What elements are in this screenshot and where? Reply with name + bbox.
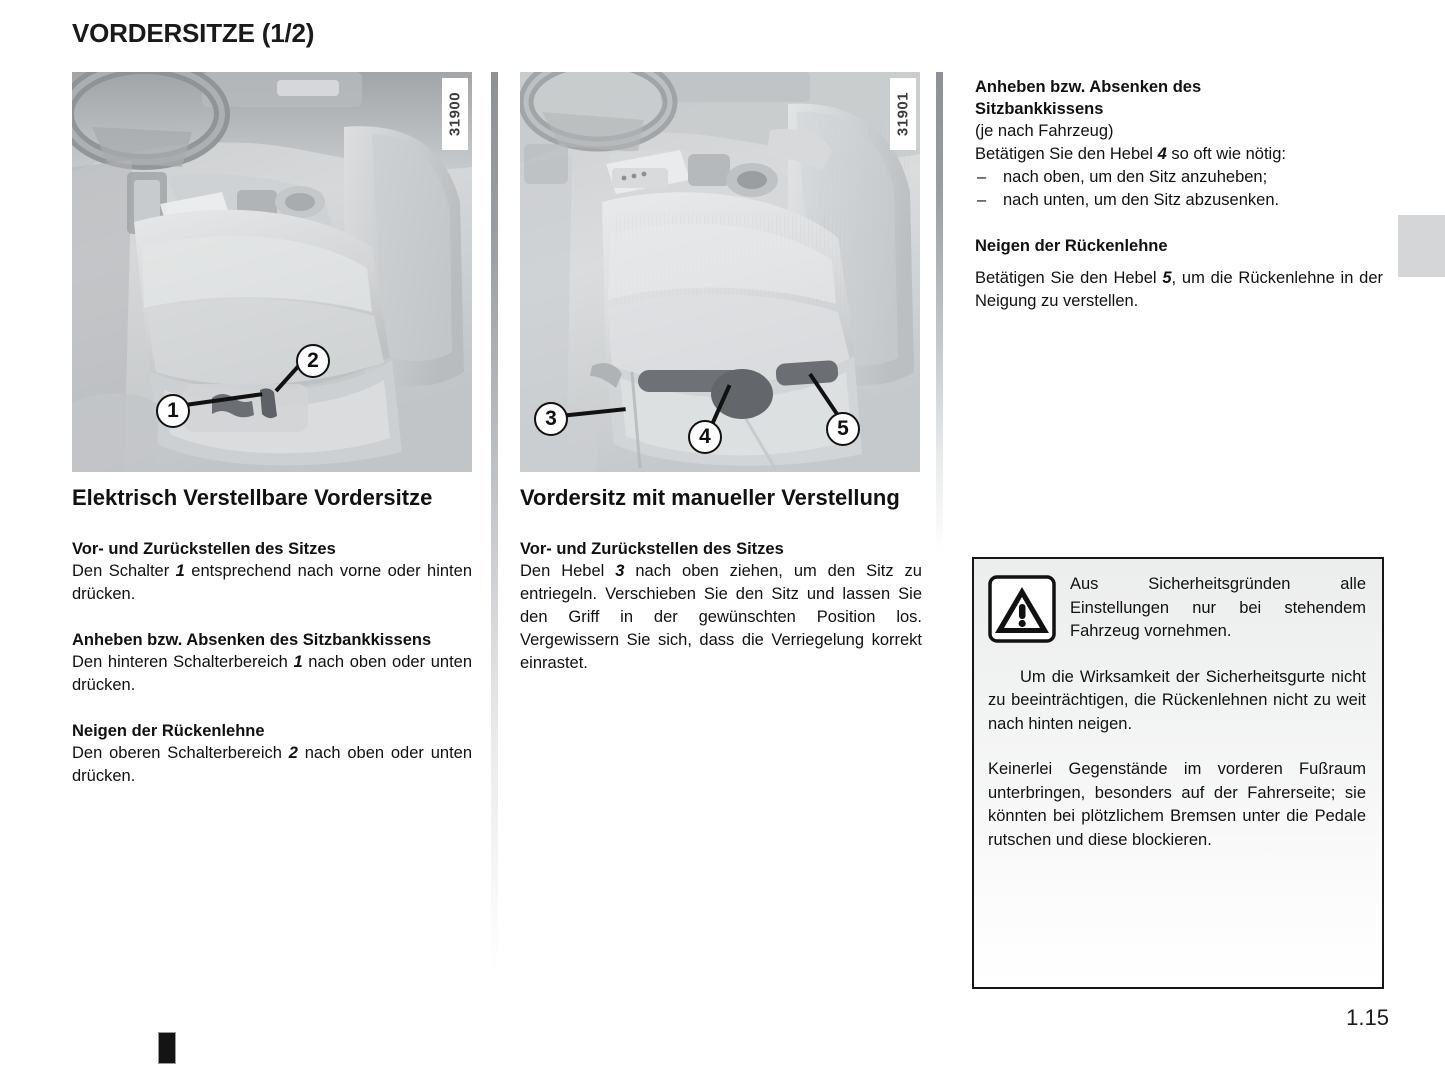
figure-electric-seat xyxy=(72,72,472,472)
callout-3: 3 xyxy=(534,402,568,436)
chapter-edge-tab xyxy=(1398,215,1445,277)
subheading-fore-aft-manual: Vor- und Zurückstellen des Sitzes xyxy=(520,540,784,558)
paragraph-lever-5: Betätigen Sie den Hebel 5, um die Rückenlehne in der Neigung zu verstellen. xyxy=(975,269,1383,310)
subheading-cushion-height-manual: Anheben bzw. Absenken des xyxy=(975,78,1202,96)
warning-paragraph-1: Aus Sicherheitsgründen alle Einstellungen nur bei stehendem Fahrzeug vornehmen. xyxy=(1070,575,1366,640)
callout-5: 5 xyxy=(826,412,860,446)
text-column-left xyxy=(72,484,472,788)
ref-number-4: 4 xyxy=(1157,145,1167,163)
figure-1-photo xyxy=(72,72,472,472)
subheading-cushion-height-electric: Anheben bzw. Absenken des Sitzbankkissens xyxy=(72,631,432,649)
paragraph-cushion-height-electric: Den hinteren Schalterbereich 1 nach oben oder unten drücken. xyxy=(72,653,473,694)
paragraph-recline-electric: Den oberen Schalterbereich 2 nach oben oder unten drücken. xyxy=(72,744,473,785)
subheading-cushion-height-manual-2: Sitzbankkissens xyxy=(975,100,1104,118)
callout-2: 2 xyxy=(296,344,330,378)
note-vehicle-variant: (je nach Fahrzeug) xyxy=(975,122,1114,140)
paragraph-lever-4-intro: Betätigen Sie den Hebel 4 so oft wie nötig: xyxy=(975,145,1286,163)
figure-2-reference: 31901 xyxy=(890,78,916,150)
subheading-fore-aft-electric: Vor- und Zurückstellen des Sitzes xyxy=(72,540,336,558)
page-number: 1.15 xyxy=(1346,1005,1389,1030)
page-title: VORDERSITZE (1/2) xyxy=(72,18,315,48)
text-column-middle xyxy=(520,484,922,675)
column-separator-2 xyxy=(936,72,943,552)
callout-1: 1 xyxy=(156,394,190,428)
bullet-raise-seat: – nach oben, um den Sitz anzuheben; xyxy=(975,166,1383,189)
ref-number-5: 5 xyxy=(1162,269,1172,287)
heading-manual-seat: Vordersitz mit manueller Verstellung xyxy=(520,485,900,510)
chapter-bottom-marker xyxy=(158,1032,176,1064)
figure-1-reference: 31900 xyxy=(442,78,468,150)
callout-4: 4 xyxy=(688,420,722,454)
ref-number-3: 3 xyxy=(615,562,625,580)
warning-paragraph-3: Keinerlei Gegenstände im vorderen Fußraum unterbringen, besonders auf der Fahrerseite; sie könnten bei plötzlichem Bremsen unter die Pedale rutschen und diese blockieren. xyxy=(988,760,1366,849)
text-column-right xyxy=(975,76,1383,313)
heading-electric-seats: Elektrisch Verstellbare Vordersitze xyxy=(72,485,433,510)
warning-triangle-icon xyxy=(988,575,1056,643)
ref-number-1b: 1 xyxy=(293,653,303,671)
safety-warning-box xyxy=(972,557,1384,989)
subheading-recline-electric: Neigen der Rückenlehne xyxy=(72,722,265,740)
ref-number-2: 2 xyxy=(288,744,298,762)
ref-number-1a: 1 xyxy=(175,562,185,580)
warning-paragraph-2: Um die Wirksamkeit der Sicherheitsgurte nicht zu beeinträchtigen, die Rückenlehnen nicht zu weit nach hinten neigen. xyxy=(988,667,1366,733)
bullet-lower-seat: – nach unten, um den Sitz abzusenken. xyxy=(975,189,1383,212)
figure-manual-seat xyxy=(520,72,920,472)
lever-4-bullet-list xyxy=(975,166,1383,212)
paragraph-fore-aft-manual: Den Hebel 3 nach oben ziehen, um den Sitz zu entriegeln. Verschieben Sie den Sitz und lassen Sie den Griff in der gewünschten Position los. Vergewissern Sie sich, dass die Verriegelung korrekt einrastet. xyxy=(520,562,922,672)
column-separator-1 xyxy=(491,72,498,972)
subheading-recline-manual: Neigen der Rückenlehne xyxy=(975,237,1168,255)
paragraph-fore-aft-electric: Den Schalter 1 entsprechend nach vorne oder hinten drücken. xyxy=(72,562,472,603)
